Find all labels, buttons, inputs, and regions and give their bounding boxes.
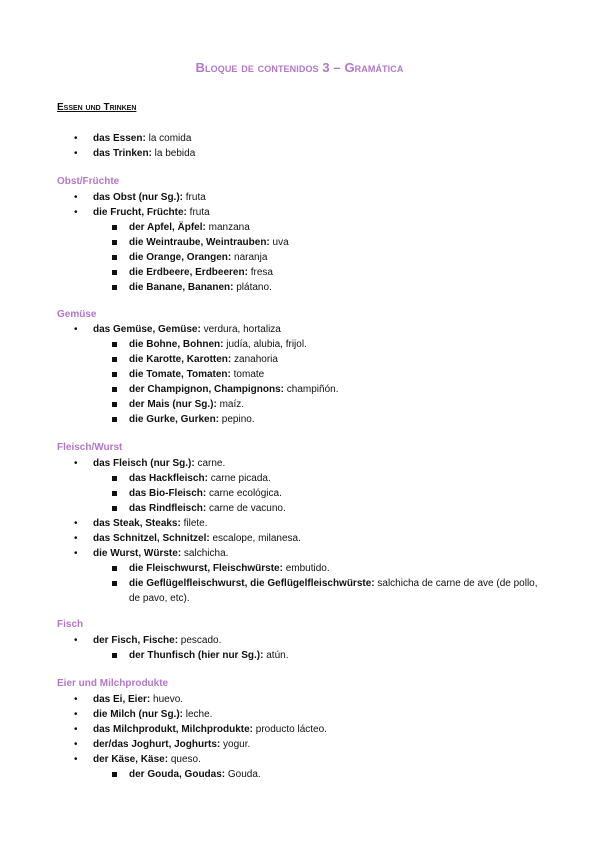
- section-list-eier: [57, 692, 547, 782]
- bullet-icon: •: [74, 518, 78, 529]
- sub-list-item: der Apfel, Äpfel: manzana: [93, 220, 547, 235]
- bullet-icon: •: [74, 548, 78, 559]
- sub-list-item: das Hackfleisch: carne picada.: [93, 471, 547, 486]
- list-item: • das Schnitzel, Schnitzel: escalope, milanesa.: [74, 533, 301, 544]
- sub-list-item: die Erdbeere, Erdbeeren: fresa: [93, 265, 547, 280]
- sub-list-item: die Banane, Bananen: plátano.: [93, 280, 547, 295]
- sub-list: [93, 767, 547, 782]
- list-item: • das Gemüse, Gemüse: verdura, hortaliza die Bohne, Bohnen: judía, alubia, frijol. die Karotte, Karotten: zanahoria die Tomate, Tomaten: tomate der Champignon, Champignons: champiñón. der Mais (nur Sg.): maíz. die Gurke, Gurken: pepino.: [57, 322, 547, 427]
- sub-list: [93, 220, 547, 295]
- bullet-icon: •: [74, 724, 78, 735]
- list-item: • die Milch (nur Sg.): leche.: [74, 709, 213, 720]
- sub-list: [93, 648, 547, 663]
- sub-list-item: die Weintraube, Weintrauben: uva: [93, 235, 547, 250]
- bullet-icon: •: [74, 533, 78, 544]
- sub-list-item: die Orange, Orangen: naranja: [93, 250, 547, 265]
- intro-list: [57, 131, 547, 161]
- square-bullet-icon: [112, 270, 117, 275]
- section-heading-eier: Eier und Milchprodukte: [57, 678, 169, 689]
- section-list-obst: [57, 190, 547, 295]
- square-bullet-icon: [112, 372, 117, 377]
- bullet-icon: •: [74, 709, 78, 720]
- list-item: • der Fisch, Fische: pescado. der Thunfisch (hier nur Sg.): atún.: [57, 633, 547, 663]
- list-item: • das Milchprodukt, Milchprodukte: producto lácteo.: [74, 724, 327, 735]
- sub-list: [93, 471, 547, 516]
- square-bullet-icon: [112, 772, 117, 777]
- bullet-icon: •: [74, 148, 78, 159]
- square-bullet-icon: [112, 653, 117, 658]
- bullet-icon: •: [74, 324, 78, 335]
- square-bullet-icon: [112, 255, 117, 260]
- square-bullet-icon: [112, 285, 117, 290]
- sub-list-item: der Champignon, Champignons: champiñón.: [93, 382, 547, 397]
- bullet-icon: •: [74, 739, 78, 750]
- sub-list-item: die Bohne, Bohnen: judía, alubia, frijol.: [93, 337, 547, 352]
- section-list-fisch: [57, 633, 547, 663]
- square-bullet-icon: [112, 240, 117, 245]
- sub-list-item: der Thunfisch (hier nur Sg.): atún.: [93, 648, 547, 663]
- sub-list-item: das Bio-Fleisch: carne ecológica.: [93, 486, 547, 501]
- list-item: • das Fleisch (nur Sg.): carne. das Hackfleisch: carne picada. das Bio-Fleisch: carne ecológica. das Rindfleisch: carne de vacuno.: [57, 456, 547, 516]
- square-bullet-icon: [112, 417, 117, 422]
- list-item: • die Wurst, Würste: salchicha. die Fleischwurst, Fleischwürste: embutido. die Geflügelfleischwurst, die Geflügelfleischwürste: salchicha de carne de ave (de pollo, de pavo, etc).: [57, 546, 547, 606]
- list-item: • das Steak, Steaks: filete.: [74, 518, 208, 529]
- square-bullet-icon: [112, 225, 117, 230]
- bullet-icon: •: [74, 133, 78, 144]
- bullet-icon: •: [74, 458, 78, 469]
- document-title: Bloque de contenidos 3 – Gramática: [195, 60, 404, 75]
- main-heading: Essen und Trinken: [57, 102, 137, 113]
- sub-list-item: der Gouda, Goudas: Gouda.: [93, 767, 547, 782]
- sub-list: [93, 561, 547, 606]
- square-bullet-icon: [112, 387, 117, 392]
- square-bullet-icon: [112, 402, 117, 407]
- list-item: • das Ei, Eier: huevo.: [74, 694, 184, 705]
- square-bullet-icon: [112, 491, 117, 496]
- section-heading-fisch: Fisch: [57, 619, 84, 630]
- square-bullet-icon: [112, 581, 117, 586]
- sub-list-item: die Gurke, Gurken: pepino.: [93, 412, 547, 427]
- section-list-gemuese: [57, 322, 547, 427]
- square-bullet-icon: [112, 357, 117, 362]
- section-list-fleisch: [57, 456, 547, 606]
- bullet-icon: •: [74, 207, 78, 218]
- sub-list: [93, 337, 547, 427]
- sub-list-item: das Rindfleisch: carne de vacuno.: [93, 501, 547, 516]
- section-heading-obst: Obst/Früchte: [57, 176, 120, 187]
- list-item: • das Obst (nur Sg.): fruta: [74, 192, 206, 203]
- list-item: • der/das Joghurt, Joghurts: yogur.: [74, 739, 251, 750]
- square-bullet-icon: [112, 342, 117, 347]
- square-bullet-icon: [112, 566, 117, 571]
- sub-list-item: die Geflügelfleischwurst, die Geflügelfleischwürste: salchicha de carne de ave (de pollo, de pavo, etc).: [93, 576, 547, 606]
- list-item: • das Essen: la comida: [74, 133, 192, 144]
- sub-list-item: die Karotte, Karotten: zanahoria: [93, 352, 547, 367]
- list-item: • das Trinken: la bebida: [74, 148, 196, 159]
- section-heading-gemuese: Gemüse: [57, 309, 97, 320]
- bullet-icon: •: [74, 192, 78, 203]
- sub-list-item: die Tomate, Tomaten: tomate: [93, 367, 547, 382]
- list-item: • die Frucht, Früchte: fruta der Apfel, Äpfel: manzana die Weintraube, Weintrauben: uva die Orange, Orangen: naranja die Erdbeere, Erdbeeren: fresa die Banane, Bananen: plátano.: [57, 205, 547, 295]
- list-item: • der Käse, Käse: queso. der Gouda, Goudas: Gouda.: [57, 752, 547, 782]
- section-heading-fleisch: Fleisch/Wurst: [57, 442, 123, 453]
- bullet-icon: •: [74, 754, 78, 765]
- square-bullet-icon: [112, 506, 117, 511]
- sub-list-item: die Fleischwurst, Fleischwürste: embutido.: [93, 561, 547, 576]
- square-bullet-icon: [112, 476, 117, 481]
- bullet-icon: •: [74, 694, 78, 705]
- sub-list-item: der Mais (nur Sg.): maíz.: [93, 397, 547, 412]
- bullet-icon: •: [74, 635, 78, 646]
